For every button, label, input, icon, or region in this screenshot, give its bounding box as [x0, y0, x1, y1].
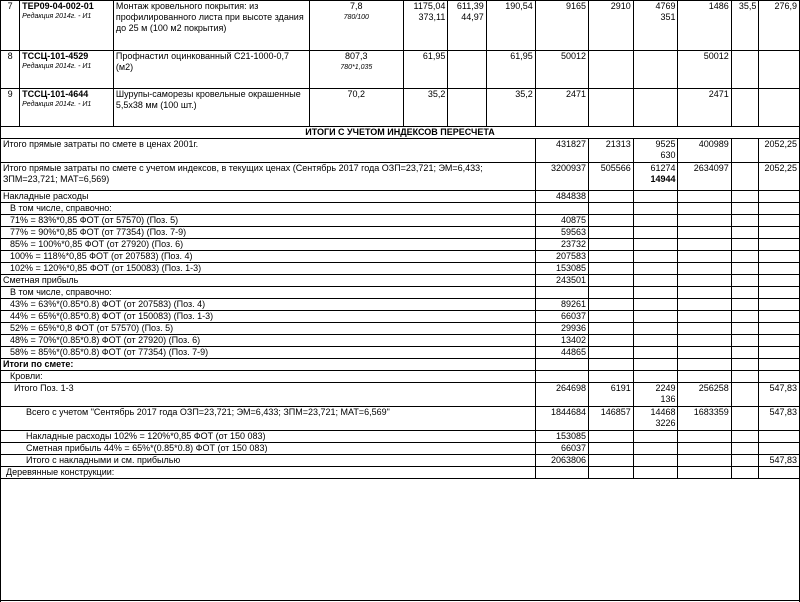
item-qty-formula: 780*1,035	[340, 64, 373, 71]
item-description: Шурупы-саморезы кровельные окрашенные 5,5х38 мм (100 шт.)	[113, 89, 309, 127]
item-number: 8	[1, 51, 20, 89]
summary-em: 61274	[650, 163, 676, 173]
unit-price-cell	[403, 1, 448, 51]
summary-total: 3200937	[535, 163, 588, 191]
summary-total: 431827	[535, 139, 588, 163]
summary-total: 40875	[535, 215, 588, 227]
item-code: ТССЦ-101-4529	[22, 51, 89, 61]
summary-label: 77% = 90%*0,85 ФОТ (от 77354) (Поз. 7-9)	[1, 227, 536, 239]
table-row	[1, 1, 800, 51]
summary-label: 58% = 85%*(0.85*0.8) ФОТ (от 77354) (Поз. 7-9)	[1, 347, 536, 359]
summary-label: Итого Поз. 1-3	[1, 383, 536, 407]
summary-em-sub: 136	[660, 394, 676, 404]
summary-row	[1, 431, 800, 443]
summary-total: 1844684	[535, 407, 588, 431]
unit-price-cell-2	[448, 89, 486, 127]
summary-row	[1, 443, 800, 455]
summary-label: 48% = 70%*(0.85*0.8) ФОТ (от 27920) (Поз. 6)	[1, 335, 536, 347]
labor-total	[759, 51, 800, 89]
summary-total: 66037	[535, 443, 588, 455]
labor-total	[759, 89, 800, 127]
summary-em-cell	[633, 139, 678, 163]
price-total: 35,2	[486, 89, 535, 127]
summary-em: 14468	[650, 407, 676, 417]
summary-label: Деревянные конструкции:	[1, 467, 536, 479]
summary-total: 243501	[535, 275, 588, 287]
summary-label: Итого с накладными и см. прибылью	[1, 455, 536, 467]
summary-row	[1, 455, 800, 467]
summary-label: Итоги по смете:	[1, 359, 536, 371]
summary-label: Сметная прибыль 44% = 65%*(0.85*0.8) ФОТ (от 150 083)	[1, 443, 536, 455]
unit-price-c: 611,39	[456, 1, 484, 11]
item-description: Профнастил оцинкованный С21-1000-0,7 (м2)	[113, 51, 309, 89]
summary-total: 89261	[535, 299, 588, 311]
unit-price-a: 35,2	[403, 89, 448, 127]
summary-label: 43% = 63%*(0.85*0.8) ФОТ (от 207583) (Поз. 4)	[1, 299, 536, 311]
summary-row	[1, 467, 800, 479]
unit-price-a: 1175,04	[413, 1, 446, 11]
em	[633, 51, 678, 89]
summary-total: 66037	[535, 311, 588, 323]
frame-border	[0, 600, 800, 601]
summary-label: 71% = 83%*0,85 ФОТ (от 57570) (Поз. 5)	[1, 215, 536, 227]
em-cell	[633, 1, 678, 51]
summary-labor-total: 2052,25	[759, 139, 800, 163]
summary-row	[1, 263, 800, 275]
summary-mat: 2634097	[678, 163, 731, 191]
summary-ozp: 21313	[589, 139, 634, 163]
item-qty: 807,3	[345, 51, 368, 61]
price-total: 190,54	[486, 1, 535, 51]
summary-row	[1, 275, 800, 287]
summary-ozp: 146857	[589, 407, 634, 431]
summary-row	[1, 203, 800, 215]
summary-total: 29936	[535, 323, 588, 335]
summary-em: 9525	[655, 139, 676, 149]
total: 2471	[535, 89, 588, 127]
price-total: 61,95	[486, 51, 535, 89]
labor: 35,5	[731, 1, 759, 51]
summary-row	[1, 163, 800, 191]
summary-mat: 256258	[678, 383, 731, 407]
summary-ozp: 6191	[589, 383, 634, 407]
summary-total: 484838	[535, 191, 588, 203]
summary-label: В том числе, справочно:	[1, 287, 536, 299]
summary-row	[1, 311, 800, 323]
mat: 1486	[678, 1, 731, 51]
summary-labor-total: 547,83	[759, 383, 800, 407]
summary-label: 85% = 100%*0,85 ФОТ (от 27920) (Поз. 6)	[1, 239, 536, 251]
mat: 2471	[678, 89, 731, 127]
ozp	[589, 89, 634, 127]
summary-label: 102% = 120%*0,85 ФОТ (от 150083) (Поз. 1-3)	[1, 263, 536, 275]
summary-total: 59563	[535, 227, 588, 239]
summary-row	[1, 383, 800, 407]
item-code: ТССЦ-101-4644	[22, 89, 89, 99]
summary-label: Кровли:	[1, 371, 536, 383]
item-qty: 7,8	[350, 1, 363, 11]
em	[633, 89, 678, 127]
item-code-cell	[20, 89, 114, 127]
summary-row	[1, 251, 800, 263]
summary-row	[1, 359, 800, 371]
unit-price-a: 61,95	[403, 51, 448, 89]
summary-row	[1, 347, 800, 359]
summary-labor-total: 2052,25	[759, 163, 800, 191]
summary-label: Итого прямые затраты по смете с учетом индексов, в текущих ценах (Сентябрь 2017 года ОЗП=23,721; ЭМ=6,433; ЗПМ=23,721; МАТ=6,569)	[1, 163, 536, 191]
summary-mat: 400989	[678, 139, 731, 163]
summary-total: 207583	[535, 251, 588, 263]
item-qty: 70,2	[309, 89, 403, 127]
summary-em-sub: 3226	[655, 418, 676, 428]
ozp	[589, 51, 634, 89]
summary-em-cell	[633, 163, 678, 191]
frame-border	[0, 0, 1, 602]
item-revision: Редакция 2014г. - И1	[22, 101, 92, 108]
summary-label: Сметная прибыль	[1, 275, 536, 287]
summary-mat: 1683359	[678, 407, 731, 431]
summary-em-sub: 14944	[650, 174, 676, 184]
summary-label: Накладные расходы	[1, 191, 536, 203]
total: 9165	[535, 1, 588, 51]
labor	[731, 89, 759, 127]
summary-label: 52% = 65%*0,8 ФОТ (от 57570) (Поз. 5)	[1, 323, 536, 335]
unit-price-cell-2	[448, 1, 486, 51]
summary-row	[1, 287, 800, 299]
em: 4769	[655, 1, 676, 11]
item-code-cell	[20, 51, 114, 89]
item-revision: Редакция 2014г. - И1	[22, 13, 92, 20]
summary-total: 153085	[535, 263, 588, 275]
summary-row	[1, 407, 800, 431]
summary-row	[1, 215, 800, 227]
em-sub: 351	[660, 12, 676, 22]
unit-price-d: 44,97	[461, 12, 484, 22]
summary-label: Итого прямые затраты по смете в ценах 2001г.	[1, 139, 536, 163]
summary-total: 2063806	[535, 455, 588, 467]
item-number: 7	[1, 1, 20, 51]
summary-row	[1, 227, 800, 239]
ozp: 2910	[589, 1, 634, 51]
summary-row	[1, 191, 800, 203]
summary-total: 13402	[535, 335, 588, 347]
summary-em-cell	[633, 383, 678, 407]
item-code-cell	[20, 1, 114, 51]
total: 50012	[535, 51, 588, 89]
summary-label: 100% = 118%*0,85 ФОТ (от 207583) (Поз. 4)	[1, 251, 536, 263]
summary-label: В том числе, справочно:	[1, 203, 536, 215]
summary-row	[1, 299, 800, 311]
summary-label: Всего с учетом "Сентябрь 2017 года ОЗП=23,721; ЭМ=6,433; ЗПМ=23,721; МАТ=6,569"	[1, 407, 536, 431]
item-revision: Редакция 2014г. - И1	[22, 63, 92, 70]
section-title: ИТОГИ С УЧЕТОМ ИНДЕКСОВ ПЕРЕСЧЕТА	[1, 127, 800, 139]
mat: 50012	[678, 51, 731, 89]
unit-price-cell-2	[448, 51, 486, 89]
summary-ozp: 505566	[589, 163, 634, 191]
summary-label: Накладные расходы 102% = 120%*0,85 ФОТ (от 150 083)	[1, 431, 536, 443]
section-title-row	[1, 127, 800, 139]
unit-price-b: 373,11	[418, 12, 446, 22]
summary-em-cell	[633, 407, 678, 431]
item-qty-cell	[309, 1, 403, 51]
summary-total: 153085	[535, 431, 588, 443]
summary-row	[1, 371, 800, 383]
summary-row	[1, 335, 800, 347]
item-number: 9	[1, 89, 20, 127]
item-code: ТЕР09-04-002-01	[22, 1, 94, 11]
item-qty-formula: 780/100	[343, 14, 369, 21]
summary-label: 44% = 65%*(0.85*0.8) ФОТ (от 150083) (Поз. 1-3)	[1, 311, 536, 323]
summary-row	[1, 139, 800, 163]
summary-em-sub: 630	[660, 150, 676, 160]
summary-row	[1, 323, 800, 335]
table-row	[1, 51, 800, 89]
summary-total: 44865	[535, 347, 588, 359]
summary-labor-total: 547,83	[759, 455, 800, 467]
summary-total: 23732	[535, 239, 588, 251]
item-qty-cell	[309, 51, 403, 89]
summary-em: 2249	[655, 383, 676, 393]
item-description: Монтаж кровельного покрытия: из профилированного листа при высоте здания до 25 м (100 м2 покрытия)	[113, 1, 309, 51]
summary-total: 264698	[535, 383, 588, 407]
labor	[731, 51, 759, 89]
table-row	[1, 89, 800, 127]
labor-total: 276,9	[759, 1, 800, 51]
summary-row	[1, 239, 800, 251]
summary-labor-total: 547,83	[759, 407, 800, 431]
